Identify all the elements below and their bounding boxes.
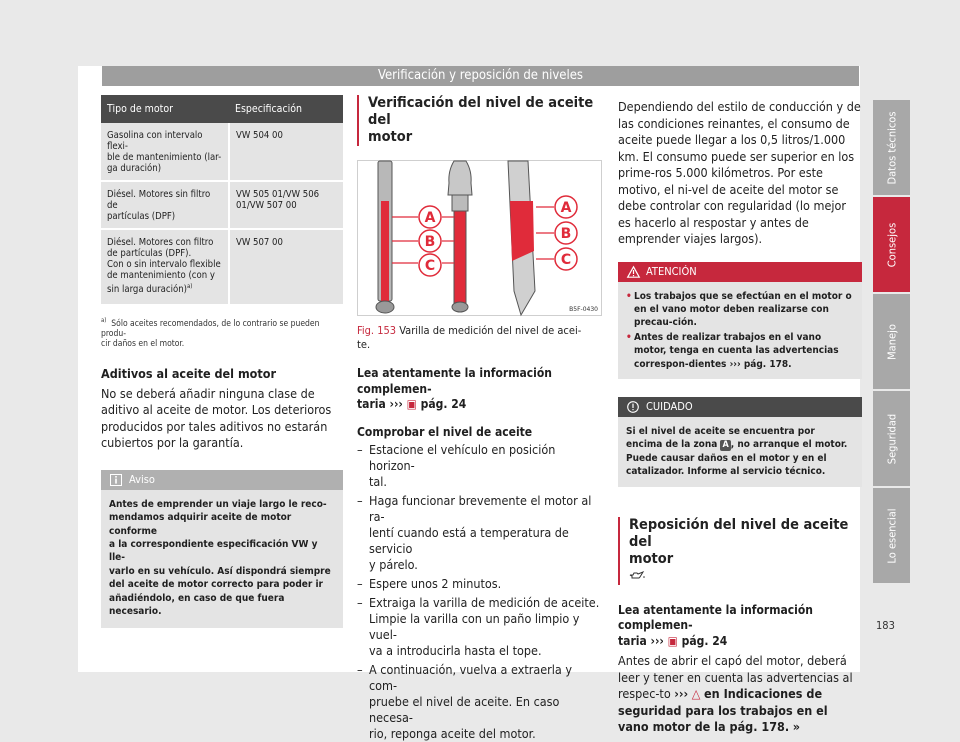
tab-consejos[interactable] xyxy=(873,197,910,292)
table-header-spec: Especificación xyxy=(229,95,343,123)
figure-label-a-left: A xyxy=(424,210,436,226)
section-title-refill-oil xyxy=(618,517,862,585)
notice-header xyxy=(101,470,343,490)
caution-text-before: Si el nivel de aceite se encuentra por encima de la zona xyxy=(626,425,815,451)
table-row xyxy=(101,229,343,305)
additives-heading: Aditivos al aceite del motor xyxy=(101,365,277,381)
left-column xyxy=(101,95,343,628)
right-column xyxy=(618,95,862,736)
side-tabs xyxy=(873,100,910,585)
figure-label-b-right: B xyxy=(560,226,572,242)
table-header-engine: Tipo de motor xyxy=(101,95,229,123)
caution-circle-icon xyxy=(627,397,639,419)
notice-box xyxy=(101,470,343,629)
table-cell-engine: Gasolina con intervalo flexi- ble de mantenimiento (lar- ga duración) xyxy=(101,123,229,181)
list-item: – Haga funcionar brevemente el motor al ra- lentí cuando está a temperatura de servicio y párelo. xyxy=(357,493,602,573)
page-header: Verificación y reposición de niveles xyxy=(102,66,859,86)
page-reference-link[interactable]: pág. 24 xyxy=(420,397,467,411)
figure-label-a-right: A xyxy=(560,200,572,216)
table-cell-engine: Diésel. Motores con filtro de partículas (DPF). Con o sin intervalo flexible de mantenimiento (con y sin larga duración)$^{a)}$ xyxy=(101,229,229,305)
list-item: – Extraiga la varilla de medición de aceite. Limpie la varilla con un paño limpio y vuel- va a introducirla hasta el tope. xyxy=(357,595,602,659)
figure-label-c-left: C xyxy=(424,258,436,274)
table-cell-spec: VW 504 00 xyxy=(229,123,343,181)
warning-header xyxy=(618,262,862,282)
caution-text xyxy=(618,417,862,487)
list-item: – Estacione el vehículo en posición horizon- tal. xyxy=(357,442,602,490)
page-reference-link[interactable]: pág. 178. xyxy=(743,358,792,370)
table-row xyxy=(101,123,343,181)
warning-text xyxy=(618,282,862,379)
dipstick-illustration xyxy=(358,161,603,317)
warning-label: ATENCIÓN xyxy=(646,264,697,278)
caution-label: CUIDADO xyxy=(646,399,693,413)
tab-datos-tecnicos[interactable] xyxy=(873,100,910,195)
footnote-text: Sólo aceites recomendados, de lo contrario se pueden produ- cir daños en el motor. xyxy=(101,318,320,349)
read-info-text: Lea atentamente la información complemen- taria xyxy=(357,366,552,411)
arrows-icon: ››› xyxy=(389,397,403,411)
read-info-note xyxy=(357,366,602,413)
list-item: • Los trabajos que se efectúan en el motor o en el vano motor deben realizarse con precau-ción. xyxy=(626,290,854,330)
consumption-text: Dependiendo del estilo de conducción y de las condiciones reinantes, el consumo de aceite puede llegar a los 0,5 litros/1.000 km. El consumo puede ser superior en los prime-ros 5.000 kilómetros. Por este motivo, el ni-vel de aceite del motor se debe controlar con regularidad (lo mejor es hacerlo al respostar y antes de emprender viajes largos). xyxy=(618,99,861,246)
zone-badge: A xyxy=(722,440,729,451)
table-row xyxy=(101,181,343,229)
middle-column xyxy=(357,95,602,742)
table-cell-spec: VW 505 01/VW 506 01/VW 507 00 xyxy=(229,181,343,229)
footnote-marker: a) xyxy=(101,317,107,324)
dipstick-figure xyxy=(357,160,602,316)
engine-oil-spec-table xyxy=(101,95,343,306)
warning-triangle-icon: △ xyxy=(691,686,701,702)
refill-title-text: Reposición del nivel de aceite del motor xyxy=(629,516,849,567)
table-cell-engine: Diésel. Motores sin filtro de partículas (DPF) xyxy=(101,181,229,229)
warning-box xyxy=(618,262,862,379)
page-number: 183 xyxy=(876,619,895,632)
list-item: – A continuación, vuelva a extraerla y com- pruebe el nivel de aceite. En caso necesa- rio, reponga aceite del motor. xyxy=(357,662,602,742)
notice-text: Antes de emprender un viaje largo le reco- mendamos adquirir aceite de motor conforme a la correspondiente especificación VW y lle- varlo en su vehículo. Así dispondrá siempre del aceite de motor correcto para poder ir añadiéndolo, en caso de que fuera necesario. xyxy=(109,498,331,618)
arrows-icon: ››› xyxy=(729,358,741,370)
figure-number: Fig. 153 xyxy=(357,324,397,337)
figure-caption xyxy=(357,324,602,351)
tab-label: Consejos xyxy=(885,222,898,267)
figure-label-c-right: C xyxy=(560,252,572,268)
tab-label: Lo esencial xyxy=(885,507,898,564)
notice-label: Aviso xyxy=(129,472,155,486)
refill-text xyxy=(618,653,862,736)
check-oil-subheading: Comprobar el nivel de aceite xyxy=(357,424,533,439)
arrows-icon: ››› xyxy=(650,633,664,648)
caution-box xyxy=(618,397,862,487)
list-item xyxy=(626,331,854,371)
safety-reference-link[interactable]: en Indicaciones de seguridad para los trabajos en el vano motor de la pág. 178. xyxy=(618,686,828,735)
continue-arrow-icon: » xyxy=(792,719,800,735)
book-icon: ▣ xyxy=(406,397,417,411)
list-item: – Espere unos 2 minutos. xyxy=(357,576,602,592)
info-icon xyxy=(110,470,122,492)
additives-text: No se deberá añadir ninguna clase de aditivo al aceite de motor. Los deterioros producidos por tales aditivos no estarán cubiertos por la garantía. xyxy=(101,385,332,451)
tab-label: Seguridad xyxy=(885,413,898,464)
section-title-check-oil: Verificación del nivel de aceite del motor xyxy=(357,95,602,146)
oil-can-icon xyxy=(629,568,645,584)
tab-seguridad[interactable] xyxy=(873,391,910,486)
table-cell-spec: VW 507 00 xyxy=(229,229,343,305)
figure-label-b-left: B xyxy=(424,234,436,250)
tab-label: Manejo xyxy=(885,323,898,360)
page-reference-link[interactable]: pág. 24 xyxy=(681,633,728,648)
figure-caption-text: Varilla de medición del nivel de acei- te. xyxy=(357,324,582,351)
read-info-note xyxy=(618,603,862,650)
figure-code: B5F-0430 xyxy=(569,306,598,313)
tab-label: Datos técnicos xyxy=(885,111,898,184)
warning-item-text: Antes de realizar trabajos en el vano motor, tenga en cuenta las advertencias correspon-dientes xyxy=(634,331,839,370)
tab-lo-esencial[interactable] xyxy=(873,488,910,583)
arrows-icon: ››› xyxy=(674,686,689,702)
warning-triangle-icon xyxy=(627,262,640,284)
refill-text-before: Antes de abrir el capó del motor, deberá leer y tener en cuenta las advertencias al respec-to xyxy=(618,653,853,702)
book-icon: ▣ xyxy=(667,633,678,648)
caution-header xyxy=(618,397,862,417)
table-footnote xyxy=(101,316,343,349)
caution-text-after: , no arranque el motor. Puede causar daños en el motor y en el catalizador. Informe al servicio técnico. xyxy=(626,439,848,478)
tab-manejo[interactable] xyxy=(873,294,910,389)
footnote-ref: a) xyxy=(186,283,193,290)
check-steps-list xyxy=(357,442,602,742)
read-info-text: Lea atentamente la información complemen- taria xyxy=(618,602,813,648)
